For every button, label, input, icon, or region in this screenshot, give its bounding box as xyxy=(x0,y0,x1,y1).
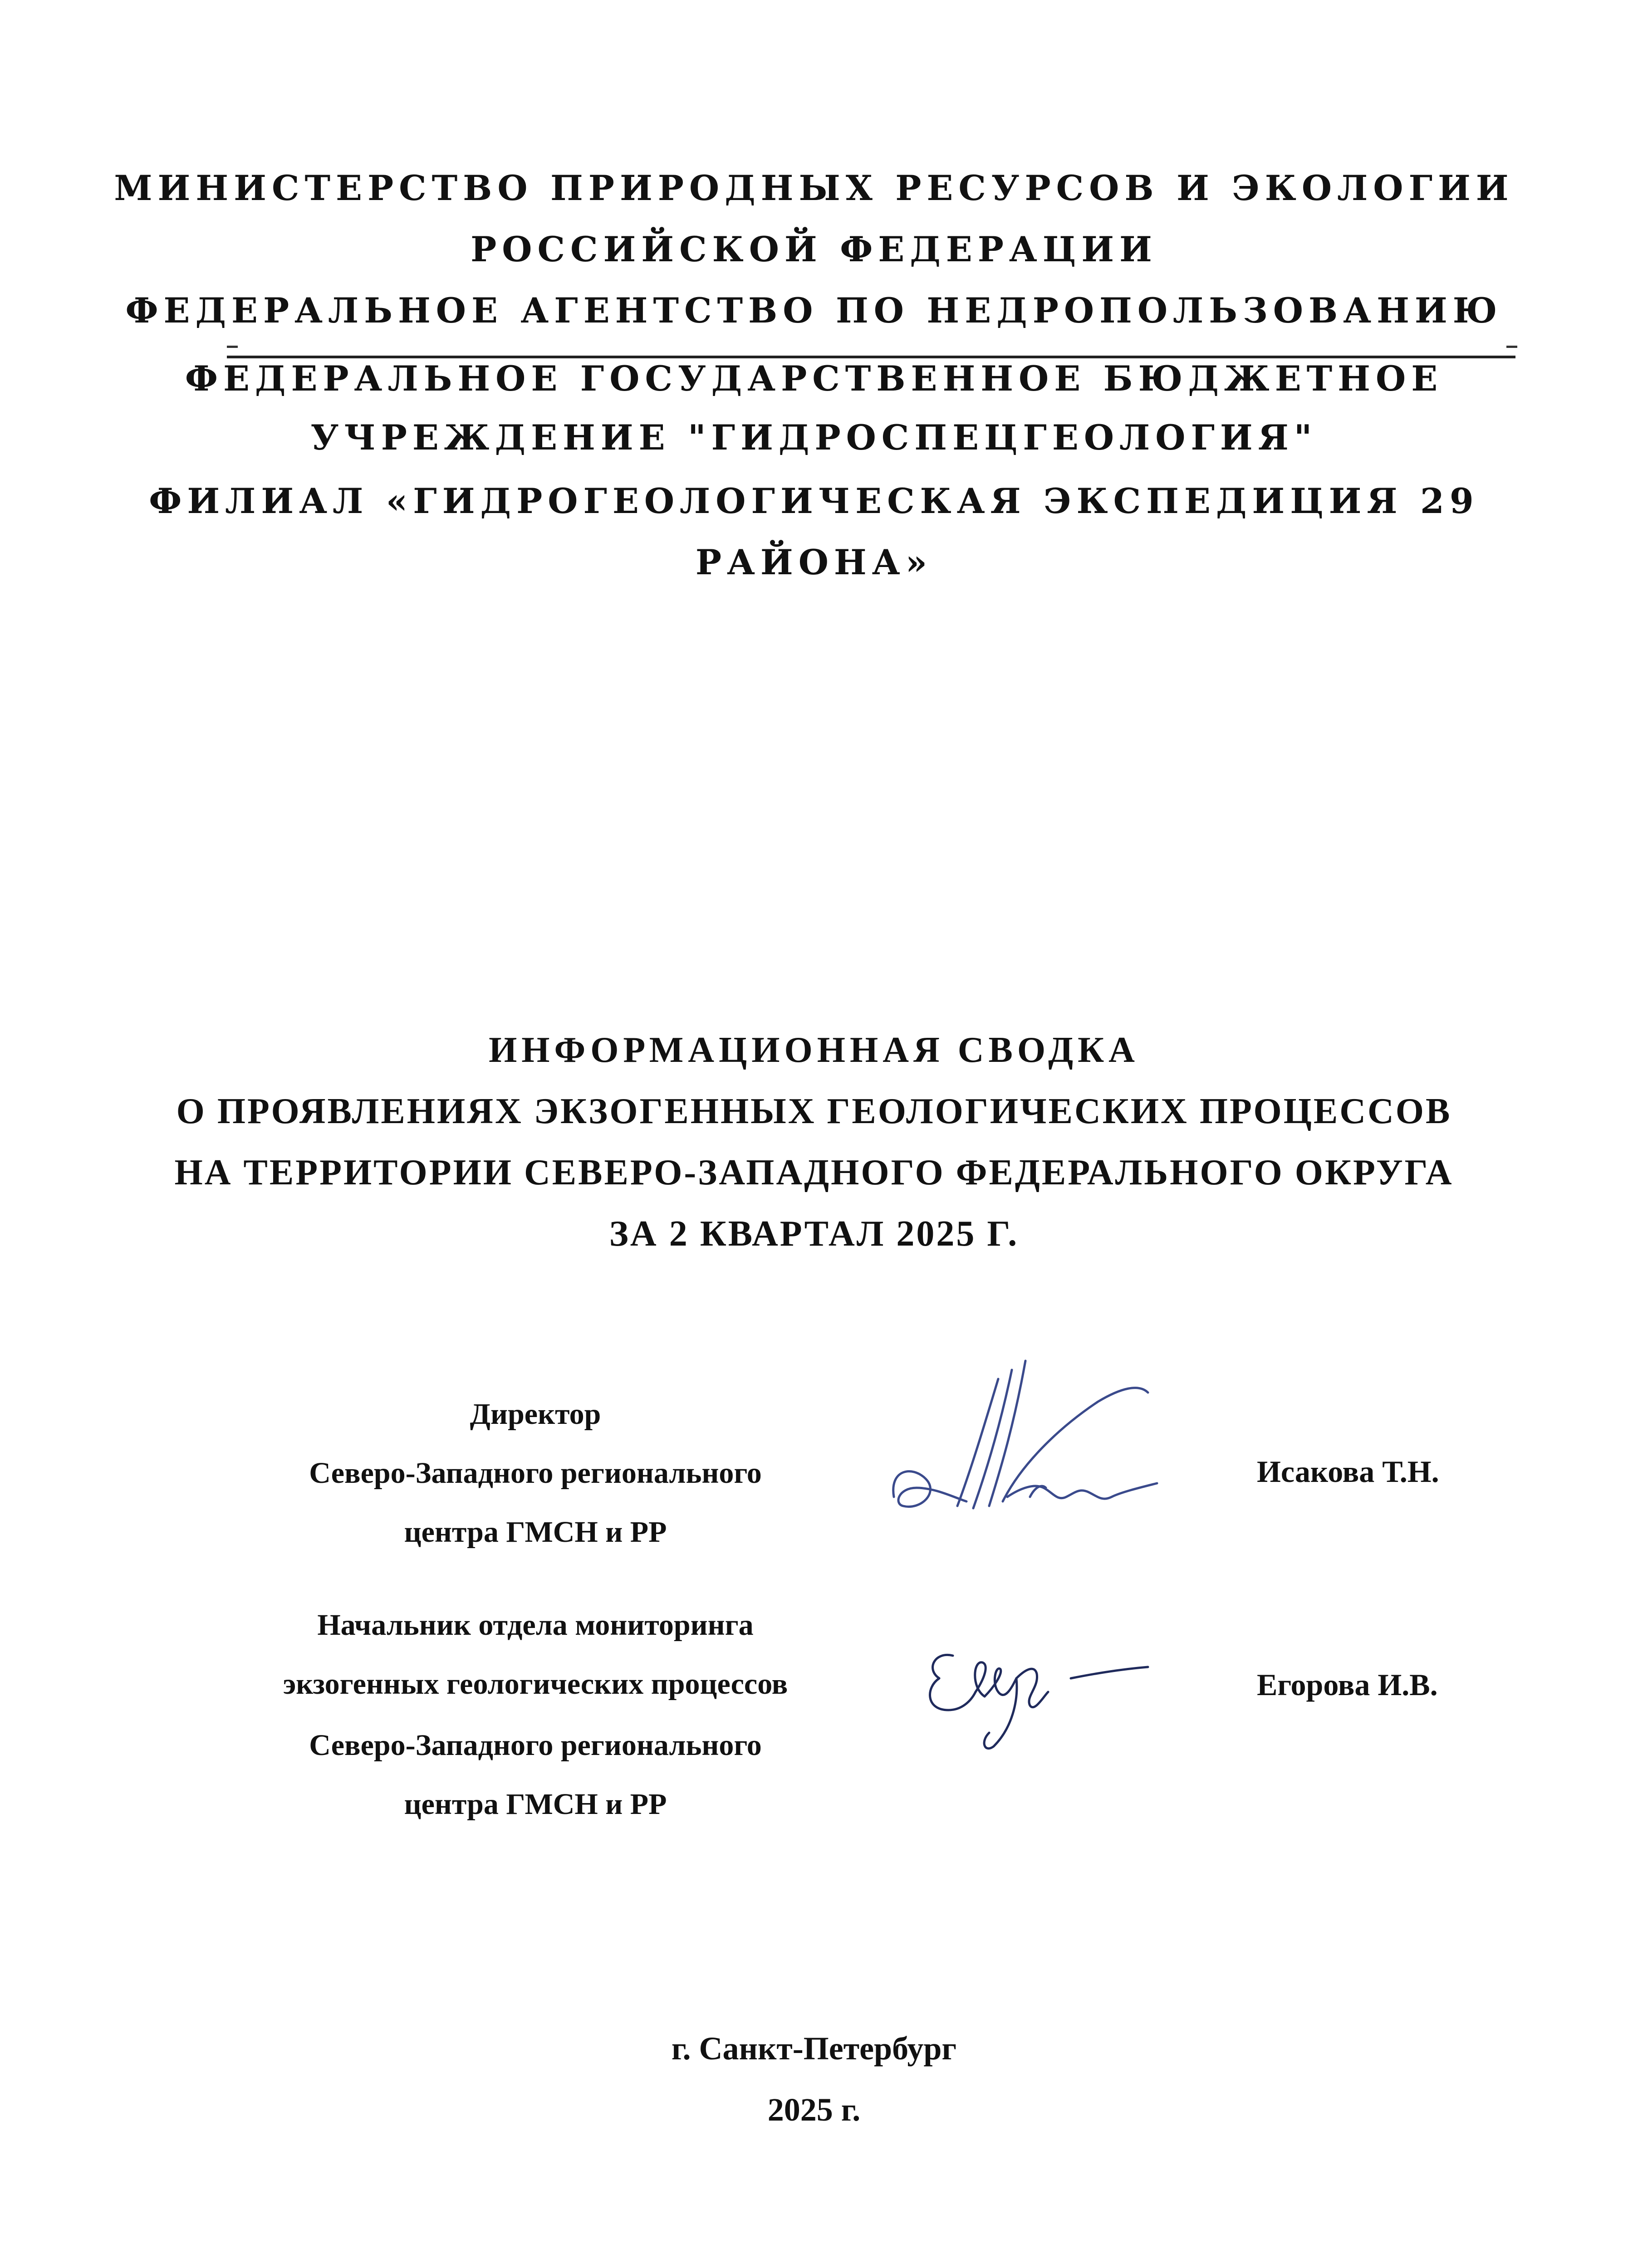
agency-line: ФЕДЕРАЛЬНОЕ АГЕНТСТВО ПО НЕДРОПОЛЬЗОВАНИЮ xyxy=(125,290,1503,331)
signatory-2-role-line-4: центра ГМСН и РР xyxy=(404,1788,667,1821)
document-title-line-4: ЗА 2 КВАРТАЛ 2025 Г. xyxy=(609,1214,1019,1254)
footer-city: г. Санкт-Петербург xyxy=(671,2030,957,2067)
signatory-1-role-line-2: Северо-Западного регионального xyxy=(309,1457,762,1490)
signatory-1-role-line-1: Директор xyxy=(470,1398,601,1431)
signatory-2-role-line-3: Северо-Западного регионального xyxy=(309,1729,762,1762)
signature-egorova xyxy=(921,1637,1157,1760)
document-title-line-1: ИНФОРМАЦИОННАЯ СВОДКА xyxy=(489,1030,1139,1070)
rule-left-tick xyxy=(227,346,238,348)
signatory-1-role-line-3: центра ГМСН и РР xyxy=(404,1515,667,1549)
signatory-1-name: Исакова Т.Н. xyxy=(1257,1454,1439,1489)
document-title-line-2: О ПРОЯВЛЕНИЯХ ЭКЗОГЕННЫХ ГЕОЛОГИЧЕСКИХ ПРОЦЕССОВ xyxy=(176,1091,1452,1131)
document-title-line-3: НА ТЕРРИТОРИИ СЕВЕРО-ЗАПАДНОГО ФЕДЕРАЛЬНОГО ОКРУГА xyxy=(174,1153,1454,1193)
rule-right-tick xyxy=(1506,346,1517,348)
ministry-line-2: РОССИЙСКОЙ ФЕДЕРАЦИИ xyxy=(471,229,1157,269)
ministry-line-1: МИНИСТЕРСТВО ПРИРОДНЫХ РЕСУРСОВ И ЭКОЛОГИИ xyxy=(114,168,1514,208)
signatory-2-role-line-1: Начальник отдела мониторинга xyxy=(317,1608,754,1642)
institution-line-2: УЧРЕЖДЕНИЕ "ГИДРОСПЕЦГЕОЛОГИЯ" xyxy=(310,417,1318,458)
footer-year: 2025 г. xyxy=(767,2092,861,2128)
institution-line-1: ФЕДЕРАЛЬНОЕ ГОСУДАРСТВЕННОЕ БЮДЖЕТНОЕ xyxy=(185,358,1443,399)
branch-line-1: ФИЛИАЛ «ГИДРОГЕОЛОГИЧЕСКАЯ ЭКСПЕДИЦИЯ 29 xyxy=(149,481,1479,521)
branch-line-2: РАЙОНА» xyxy=(695,542,933,582)
signatory-2-name: Егорова И.В. xyxy=(1257,1667,1438,1702)
signatory-2-role-line-2: экзогенных геологических процессов xyxy=(283,1667,788,1701)
signature-isakova xyxy=(885,1352,1180,1551)
